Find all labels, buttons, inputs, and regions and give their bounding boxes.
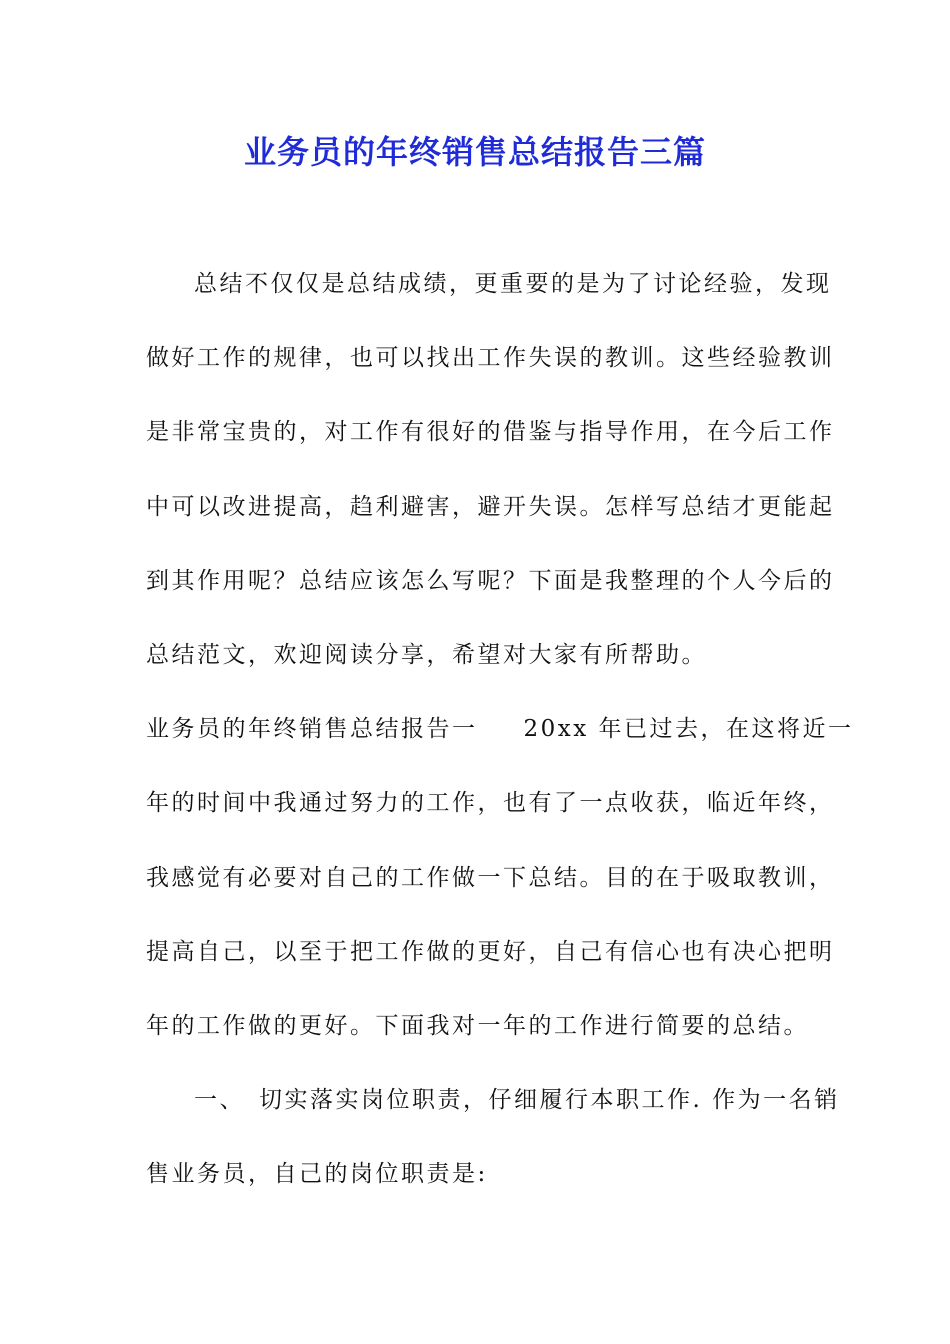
section-1-line: 提高自己，以至于把工作做的更好，自己有信心也有决心把明 [146, 938, 835, 965]
point-1-second-line: 售业务员，自己的岗位职责是: [146, 1161, 488, 1188]
document-body [146, 258, 854, 1222]
intro-line: 是非常宝贵的，对工作有很好的借鉴与指导作用，在今后工作 [146, 419, 835, 446]
section-1-heading: 业务员的年终销售总结报告一 [146, 716, 478, 743]
point-1-text: 切实落实岗位职责，仔细履行本职工作. 作为一名销 [259, 1087, 840, 1114]
intro-line: 做好工作的规律，也可以找出工作失误的教训。这些经验教训 [146, 345, 835, 372]
intro-line: 总结范文，欢迎阅读分享，希望对大家有所帮助。 [146, 641, 707, 668]
point-1-number: 一、 [194, 1087, 245, 1114]
intro-line: 中可以改进提高，趋利避害，避开失误。怎样写总结才更能起 [146, 493, 835, 520]
intro-line: 总结不仅仅是总结成绩，更重要的是为了讨论经验，发现 [194, 271, 832, 297]
section-1-first-line [146, 703, 854, 777]
section-1-opening-text: 20xx 年已过去，在这将近一 [523, 716, 854, 743]
point-1-first-line [146, 1074, 840, 1148]
section-1-line: 年的时间中我通过努力的工作，也有了一点收获，临近年终， [146, 790, 835, 817]
section-1-line: 年的工作做的更好。下面我对一年的工作进行简要的总结。 [146, 1012, 809, 1039]
document-title: 业务员的年终销售总结报告三篇 [243, 133, 706, 171]
intro-line: 到其作用呢？总结应该怎么写呢？下面是我整理的个人今后的 [146, 567, 835, 594]
section-1-line: 我感觉有必要对自己的工作做一下总结。目的在于吸取教训， [146, 864, 835, 891]
